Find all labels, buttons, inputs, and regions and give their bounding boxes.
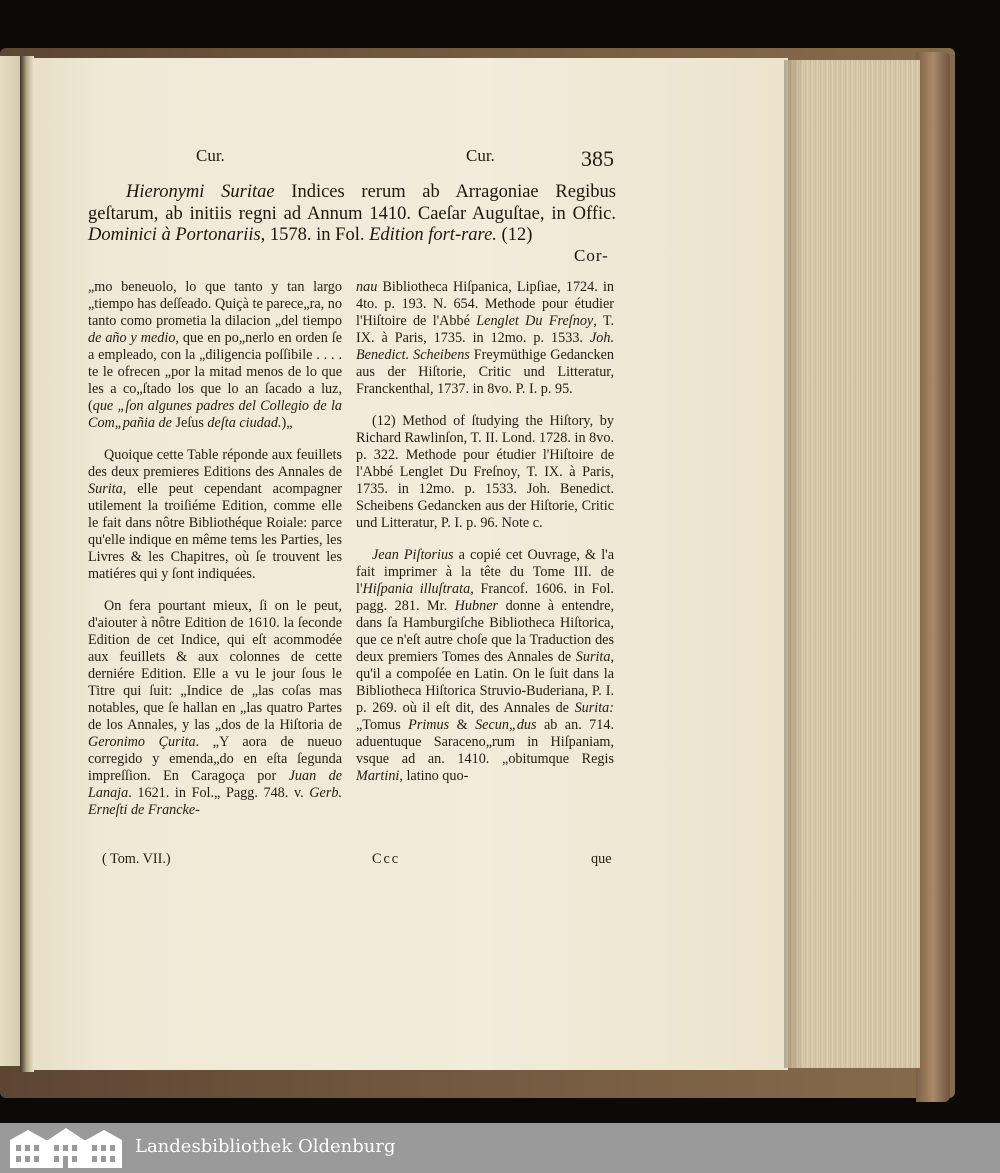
text-italic: Primus	[408, 717, 450, 733]
text-italic: que „ſon algunes padres del Collegio de la Com„pañia de	[88, 398, 342, 431]
page-number: 385	[581, 146, 614, 171]
text-italic: nau	[356, 279, 378, 295]
text-italic: Lenglet Du Freſnoy	[476, 313, 594, 329]
footer-catchword: que	[591, 851, 612, 867]
text: Bibliotheca Hiſpanica, Lipſiae, 1724. in 4to. p. 193. N. 654. Methode pour étudier l'Hiſtoire de l'Abbé	[356, 279, 614, 329]
text: , T. IX. à Paris, 1735. in 12mo. p. 1533.	[356, 313, 615, 346]
library-building-logo-icon	[8, 1126, 124, 1170]
volume-signature: ( Tom. VII.)	[102, 851, 171, 867]
paragraph	[88, 598, 342, 819]
text: . „Y aora de nueuo corregido y emenda„do en eſta ſegunda impreſſion. En Caragoça por	[88, 734, 342, 784]
page-shadow	[784, 60, 804, 1068]
text-italic: Surita	[575, 649, 611, 665]
text: , elle peut cependant acompagner utilement la troiſiéme Edition, comme elle le fait dans nôtre Bibliothéque Roiale: parce qu'elle indique en même tems les Parties, les Livres & les Chapitres, où ſe trouvent les matiéres qui y ſont indiquées.	[88, 481, 342, 582]
running-head-mid: Cur.	[466, 146, 495, 165]
left-column	[88, 279, 342, 819]
text: , latino quo-	[399, 768, 469, 784]
text-italic: Surita	[88, 481, 123, 497]
text-italic: deſta ciudad.	[207, 415, 282, 431]
paragraph	[88, 447, 342, 583]
text-italic: Secun„dus	[475, 717, 537, 733]
text-italic: Gerb. Erneſti de Francke-	[88, 785, 342, 818]
text: On fera pourtant mieux, ſi on le peut, d'aiouter à nôtre Edition de 1610. la ſeconde Edition de cet Indice, qui eſt acommodée aux feuillets & aux colonnes de cette derniére Edition. Elle a vu le jour ſous le Titre qui ſuit: „Indice de „las coſas mas notables, que ſe hallan en „las quatro Partes de los Annales, y las „dos de la Hiſtoria de	[88, 598, 342, 733]
title-note-ref: (12)	[496, 225, 533, 245]
library-name: Landesbibliothek Oldenburg	[135, 1136, 396, 1157]
text-italic: Joh. Benedict. Scheibens	[356, 330, 614, 363]
text-italic: Martini	[356, 768, 400, 784]
text-italic: Jean Piſtorius	[372, 547, 454, 563]
text-italic: Surita:	[574, 700, 614, 716]
right-column	[356, 279, 614, 785]
text: „Tomus	[356, 717, 409, 733]
title-author: Hieronymi Suritae	[126, 182, 275, 202]
text: , que en po„nerlo en orden ſe a empleado, con la „diligencia poſſibile . . . . te le ofrecen „por la mitad menos de lo que les a co„ſtado los que lo an ſacado a luz, (	[88, 330, 342, 414]
text-italic: Hiſpania illuſtrata	[362, 581, 471, 597]
gathering-signature: Ccc	[372, 851, 401, 867]
text: Freymüthige Gedancken aus der Hiſtorie, Critic und Litteratur, Franckenthal, 1737. in 8vo. P. I. p. 95.	[356, 347, 615, 397]
text: &	[449, 717, 476, 733]
running-head-left: Cur.	[196, 146, 225, 165]
text: donne à entendre, dans ſa Hamburgiſche Bibliotheca Hiſtorica, que ce n'eſt autre choſe que la Traduction des deux premiers Tomes des Annales de	[356, 598, 614, 665]
text-italic: Hubner	[454, 598, 499, 614]
text: „mo beneuolo, lo que tanto y tan largo „tiempo has deſſeado. Quiçà te parece„ra, no tanto como prometia la dilacion „del tiempo	[88, 279, 342, 329]
paragraph	[356, 279, 614, 398]
text-italic: de año y medio	[88, 330, 176, 346]
text: a copié cet Ouvrage, & l'a fait imprimer à la tête du Tome III. de l'	[356, 547, 614, 597]
title-text: Indices rerum ab Arragoniae Regibus geſtarum, ab initiis regni ad Annum 1410. Caeſar Auguſtae, in Offic.	[88, 182, 616, 224]
text: Jeſus	[171, 415, 208, 431]
footnote-12: (12) Method of ſtudying the Hiſtory, by Richard Rawlinſon, T. II. Lond. 1728. in 8vo. p. 322. Methode pour étudier l'Hiſtoire de l'Abbé Lenglet Du Freſnoy, T. IX. à Paris, 1735. in 12mo. p. 1533. Joh. Benedict. Scheibens Gedancken aus der Hiſtorie, Critic und Litteratur, P. I. p. 96. Note c.	[356, 413, 614, 531]
page-stack-edge	[784, 60, 920, 1068]
previous-page-edge	[0, 56, 22, 1066]
cover-edge	[916, 52, 950, 1102]
text: , Francof. 1606. in Fol. pagg. 281. Mr.	[356, 581, 614, 614]
paragraph	[88, 279, 342, 432]
title-rarity: Edition fort-rare.	[369, 225, 497, 245]
text-italic: Geronimo Çurita	[88, 734, 196, 750]
text: Quoique cette Table réponde aux feuillets des deux premieres Editions des Annales de	[88, 447, 342, 480]
text: )„	[281, 415, 293, 431]
entry-title	[88, 182, 616, 247]
book-gutter	[20, 56, 34, 1072]
title-text: , 1578. in Fol.	[260, 225, 370, 245]
text: , qu'il a compoſée en Latin. On le ſuit dans la Bibliotheca Hiſtorica Struvio-Buderiana, P. I. p. 269. où il eſt dit, des Annales de	[356, 649, 614, 716]
catchword: Cor-	[574, 246, 609, 265]
text-italic: Juan de Lanaja	[88, 768, 342, 801]
text: ab an. 714. aduentuque Saraceno„rum in Hiſpaniam, vsque ad an. 1410. „obitumque Regis	[356, 717, 614, 767]
title-printer: Dominici à Portonariis	[88, 225, 261, 245]
text: . 1621. in Fol.„ Pagg. 748. v.	[128, 785, 310, 801]
paragraph	[356, 547, 614, 785]
